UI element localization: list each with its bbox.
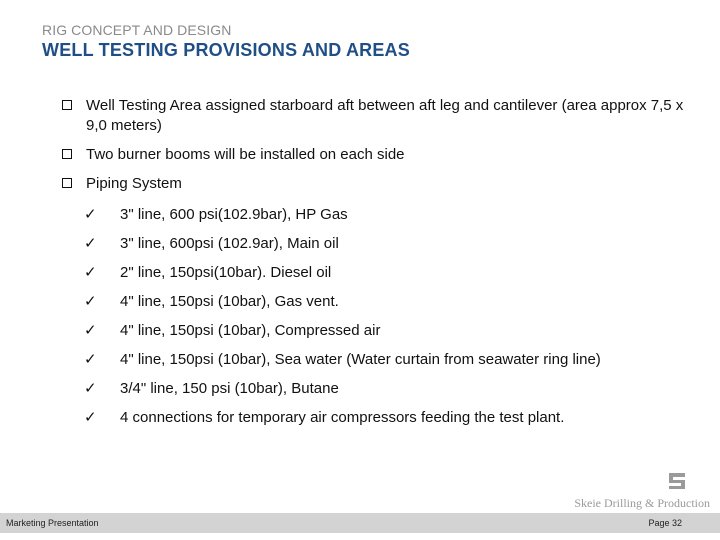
- check-text: 4" line, 150psi (10bar), Gas vent.: [120, 293, 339, 310]
- company-logo-text: Skeie Drilling & Production: [574, 496, 710, 510]
- supertitle: RIG CONCEPT AND DESIGN: [42, 22, 232, 38]
- check-item: [84, 379, 692, 399]
- bullet-text: Well Testing Area assigned starboard aft between aft leg and cantilever (area approx 7,5 x 9,0 meters): [86, 97, 684, 134]
- checkmark-icon: ✓: [84, 321, 97, 339]
- check-item: [84, 408, 692, 428]
- checkmark-icon: ✓: [84, 350, 97, 368]
- page-title: WELL TESTING PROVISIONS AND AREAS: [42, 40, 410, 60]
- check-text: 3/4" line, 150 psi (10bar), Butane: [120, 380, 339, 397]
- checkmark-icon: ✓: [84, 379, 97, 397]
- checkmark-icon: ✓: [84, 263, 97, 281]
- square-bullet-icon: [62, 149, 72, 159]
- check-text: 3" line, 600 psi(102.9bar), HP Gas: [120, 206, 348, 223]
- checkmark-icon: ✓: [84, 234, 97, 252]
- bullet-text: Two burner booms will be installed on each side: [86, 146, 405, 163]
- bullet-item: [62, 174, 692, 194]
- check-text: 3" line, 600psi (102.9ar), Main oil: [120, 235, 339, 252]
- check-item: [84, 321, 692, 341]
- bullet-text: Piping System: [86, 175, 182, 192]
- bullet-item: [62, 145, 692, 165]
- bullet-list: [62, 96, 692, 203]
- checkmark-icon: ✓: [84, 205, 97, 223]
- page-number: Page 32: [648, 518, 682, 528]
- check-item: [84, 292, 692, 312]
- check-item: [84, 350, 692, 370]
- footer-bar: [0, 513, 720, 533]
- check-item: [84, 263, 692, 283]
- skeie-logo-icon: [668, 472, 686, 490]
- check-text: 2" line, 150psi(10bar). Diesel oil: [120, 264, 332, 281]
- check-text: 4" line, 150psi (10bar), Sea water (Water curtain from seawater ring line): [120, 351, 601, 368]
- checkmark-icon: ✓: [84, 292, 97, 310]
- square-bullet-icon: [62, 100, 72, 110]
- check-item: [84, 205, 692, 225]
- check-item: [84, 234, 692, 254]
- check-text: 4 connections for temporary air compressors feeding the test plant.: [120, 409, 565, 426]
- check-list: [84, 205, 692, 437]
- square-bullet-icon: [62, 178, 72, 188]
- bullet-item: [62, 96, 692, 136]
- footer-label: Marketing Presentation: [6, 518, 99, 528]
- checkmark-icon: ✓: [84, 408, 97, 426]
- check-text: 4" line, 150psi (10bar), Compressed air: [120, 322, 381, 339]
